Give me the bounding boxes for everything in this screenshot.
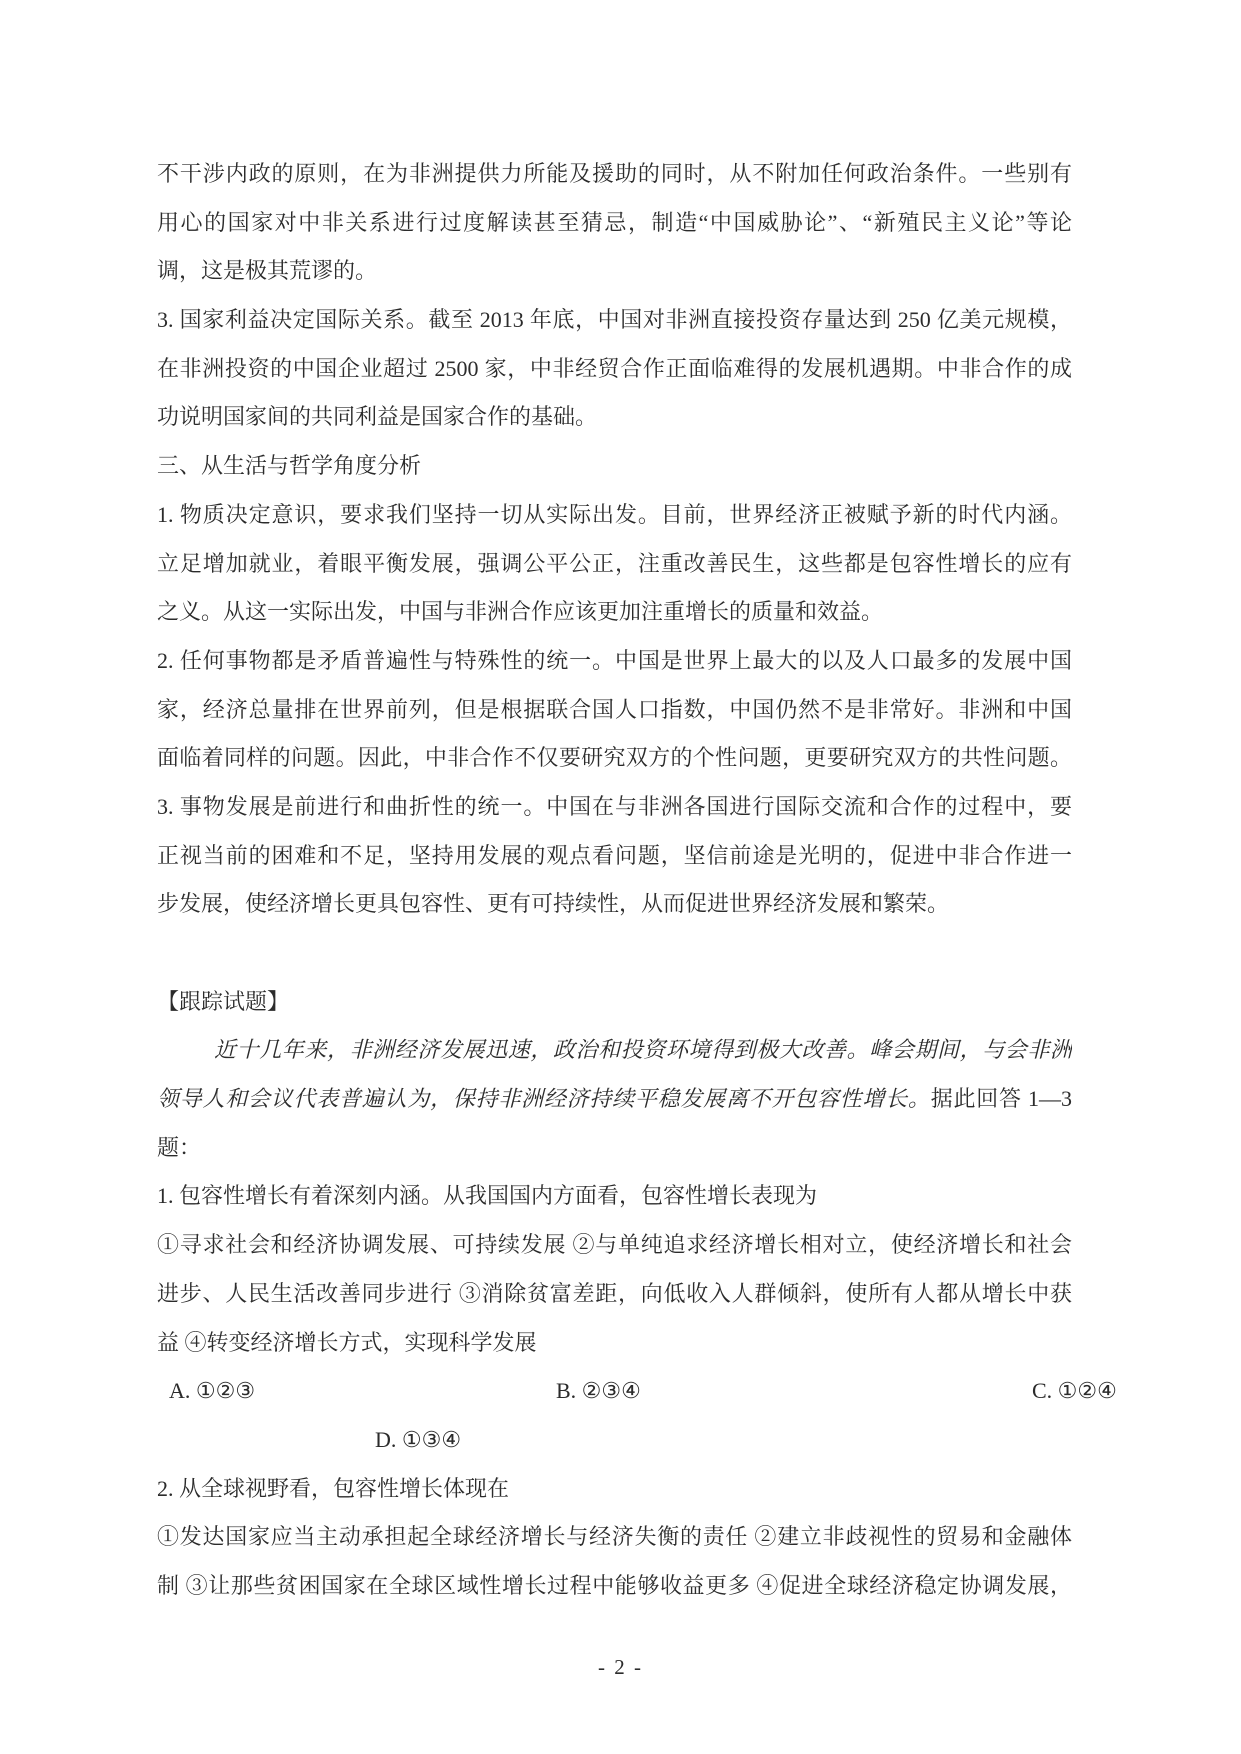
text-line: 步发展，使经济增长更具包容性、更有可持续性，从而促进世界经济发展和繁荣。: [157, 891, 950, 917]
tracking-questions-heading: 【跟踪试题】: [157, 988, 290, 1014]
text-line: 近十几年来，非洲经济发展迅速，政治和投资环境得到极大改善。峰会期间，与会非洲: [214, 1037, 1072, 1063]
text-line: 功说明国家间的共同利益是国家合作的基础。: [157, 404, 598, 430]
text-line: 在非洲投资的中国企业超过 2500 家，中非经贸合作正面临难得的发展机遇期。中非合作的成: [157, 355, 1072, 381]
page-number: - 2 -: [598, 1655, 643, 1679]
text-line: 益 ④转变经济增长方式，实现科学发展: [157, 1329, 537, 1355]
text-line: 不干涉内政的原则，在为非洲提供力所能及援助的同时，从不附加任何政治条件。一些别有: [157, 161, 1072, 186]
text-line: 用心的国家对中非关系进行过度解读甚至猜忌，制造“中国威胁论”、“新殖民主义论”等论: [157, 209, 1072, 235]
page-body: [157, 150, 1117, 1611]
section-heading-philosophy: 三、从生活与哲学角度分析: [157, 453, 422, 479]
text-line: 3. 国家利益决定国际关系。截至 2013 年底，中国对非洲直接投资存量达到 250 亿美元规模，: [157, 307, 1072, 333]
text-line: 1. 包容性增长有着深刻内涵。从我国国内方面看，包容性增长表现为: [157, 1183, 818, 1209]
text-line: 立足增加就业，着眼平衡发展，强调公平公正，注重改善民生，这些都是包容性增长的应有: [157, 550, 1072, 576]
option-b: B. ②③④: [556, 1378, 641, 1404]
question-1-option-d: D. ①③④: [375, 1426, 462, 1452]
text-line: ①发达国家应当主动承担起全球经济增长与经济失衡的责任 ②建立非歧视性的贸易和金融体: [157, 1524, 1072, 1550]
text-line: 2. 从全球视野看，包容性增长体现在: [157, 1475, 510, 1501]
text-run: 据此回答 1—3: [930, 1086, 1072, 1112]
text-run: 领导人和会议代表普遍认为，保持非洲经济持续平稳发展离不开包容性增长。: [157, 1086, 931, 1112]
text-line: 之义。从这一实际出发，中国与非洲合作应该更加注重增长的质量和效益。: [157, 599, 884, 625]
text-line: 制 ③让那些贫困国家在全球区域性增长过程中能够收益更多 ④促进全球经济稳定协调发展，: [157, 1572, 1072, 1598]
text-line: 题：: [157, 1134, 202, 1160]
text-line: ①寻求社会和经济协调发展、可持续发展 ②与单纯追求经济增长相对立，使经济增长和社会: [157, 1232, 1072, 1258]
text-line: 进步、人民生活改善同步进行 ③消除贫富差距，向低收入人群倾斜，使所有人都从增长中获: [157, 1280, 1072, 1306]
text-line: 面临着同样的问题。因此，中非合作不仅要研究双方的个性问题，更要研究双方的共性问题。: [157, 745, 1072, 771]
blank-line: [157, 929, 1072, 978]
option-c: C. ①②④: [1032, 1378, 1117, 1404]
question-1-options: [157, 1367, 1117, 1416]
text-line: 调，这是极其荒谬的。: [157, 258, 378, 284]
text-line: [157, 1075, 1072, 1124]
text-line: 正视当前的困难和不足，坚持用发展的观点看问题，坚信前途是光明的，促进中非合作进一: [157, 842, 1072, 868]
text-line: 家，经济总量排在世界前列，但是根据联合国人口指数，中国仍然不是非常好。非洲和中国: [157, 696, 1072, 722]
option-a: A. ①②③: [169, 1378, 256, 1404]
text-line: 3. 事物发展是前进行和曲折性的统一。中国在与非洲各国进行国际交流和合作的过程中，要: [157, 793, 1072, 819]
text-line: 2. 任何事物都是矛盾普遍性与特殊性的统一。中国是世界上最大的以及人口最多的发展中国: [157, 647, 1072, 673]
text-line: 1. 物质决定意识，要求我们坚持一切从实际出发。目前，世界经济正被赋予新的时代内涵。: [157, 501, 1072, 527]
